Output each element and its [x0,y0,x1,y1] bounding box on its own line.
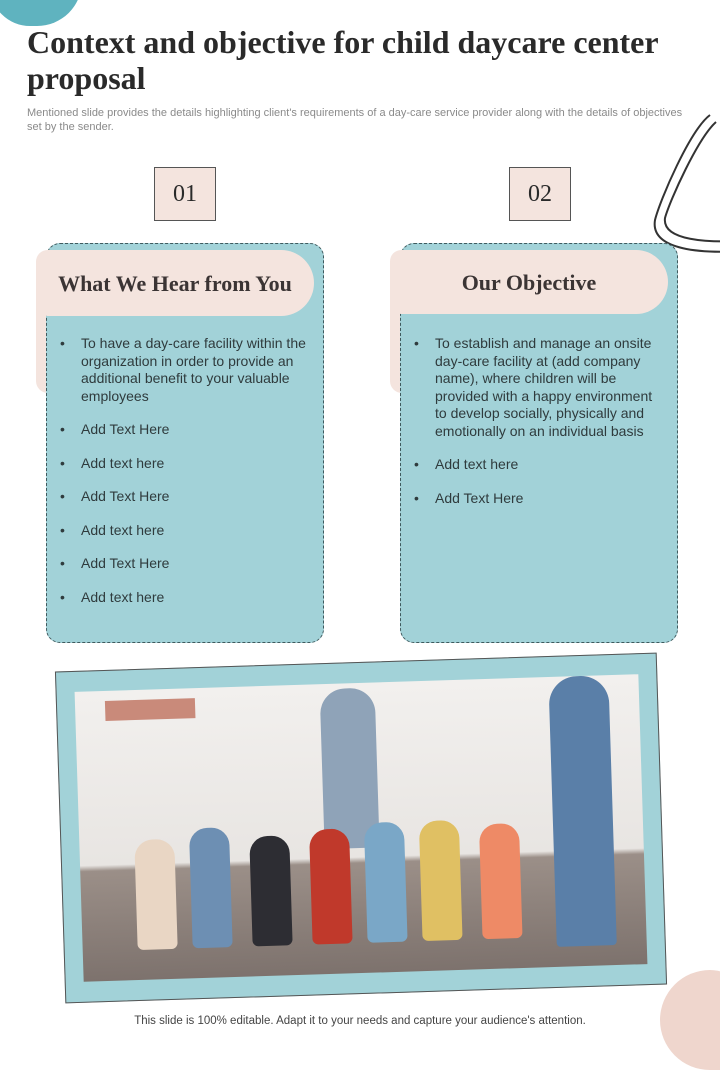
card-heading: What We Hear from You [36,250,314,316]
number-badge-01: 01 [154,167,216,221]
list-item: • To have a day-care facility within the organization in order to provide an additional benefit to your valuable employees [54,335,316,405]
footer-note: This slide is 100% editable. Adapt it to your needs and capture your audience's attention. [134,1015,586,1027]
list-item: • Add Text Here [54,488,316,506]
list-item: • Add Text Here [54,421,316,439]
list-item: • Add text here [54,455,316,473]
card-our-objective [400,243,678,643]
list-item: • Add Text Here [408,490,663,508]
daycare-children-photo [75,674,648,982]
card-heading: Our Objective [390,250,668,314]
page-subtitle: Mentioned slide provides the details highlighting client's requirements of a day-care service provider along with the details of objectives set by the sender. [27,107,683,133]
decorative-blob-top-left [0,0,82,26]
list-item: • Add Text Here [54,555,316,573]
list-item: • Add text here [54,589,316,607]
card-list [54,335,316,622]
list-item: • To establish and manage an onsite day-care facility at (add company name), where children will be provided with a happy environment to develop socially, physically and emotionally on an individual basis [408,335,663,440]
card-list [408,335,663,523]
card-what-we-hear [46,243,324,643]
photo-frame [55,653,667,1004]
list-item: • Add text here [54,522,316,540]
list-item: • Add text here [408,456,663,474]
page-title: Context and objective for child daycare center proposal [27,24,658,96]
number-badge-02: 02 [509,167,571,221]
